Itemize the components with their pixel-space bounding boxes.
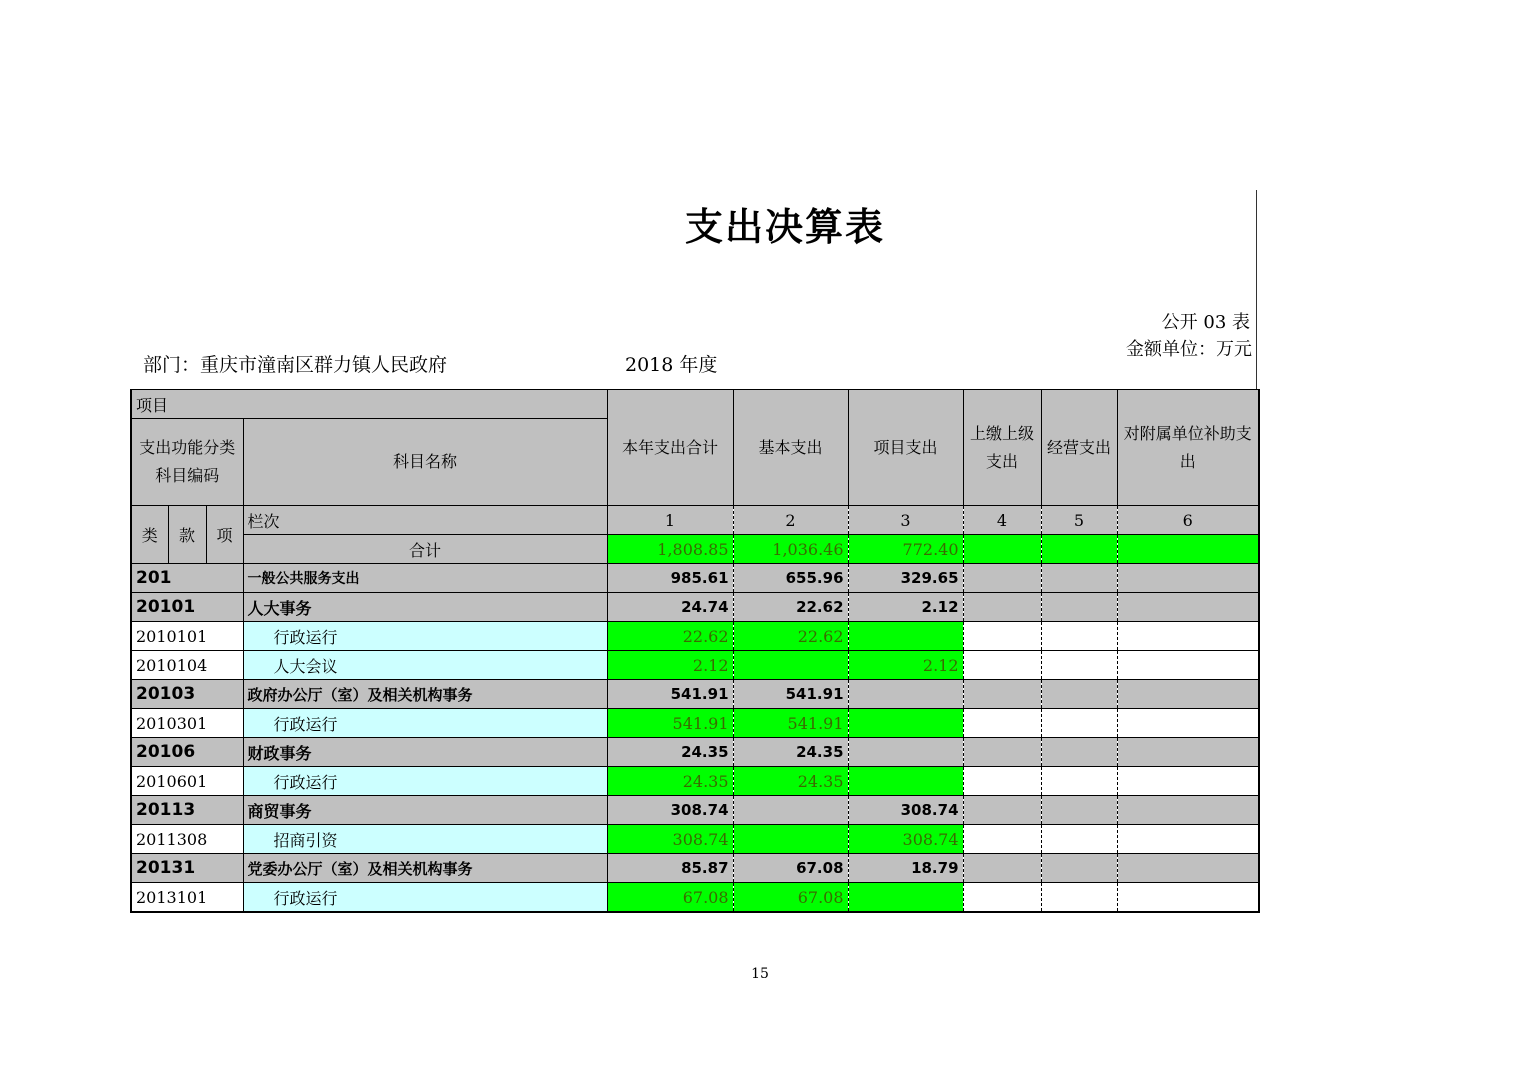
row-basic: 67.08 xyxy=(733,854,848,883)
fiscal-year: 2018 年度 xyxy=(625,354,718,376)
row-name: 人大会议 xyxy=(243,651,607,680)
row-project xyxy=(848,709,963,738)
row-project xyxy=(848,622,963,651)
xiang-header: 项 xyxy=(206,506,243,564)
row-code: 2013101 xyxy=(131,883,243,913)
empty-cell xyxy=(1117,796,1259,825)
kuan-header: 款 xyxy=(168,506,206,564)
page-number: 15 xyxy=(751,966,769,982)
row-code: 20106 xyxy=(131,738,243,767)
row-basic: 541.91 xyxy=(733,680,848,709)
col-basic-header: 基本支出 xyxy=(733,390,848,506)
lei-header: 类 xyxy=(131,506,168,564)
empty-cell xyxy=(1041,593,1117,622)
row-name: 行政运行 xyxy=(243,622,607,651)
col-business-header: 经营支出 xyxy=(1041,390,1117,506)
row-basic: 655.96 xyxy=(733,564,848,593)
row-project xyxy=(848,883,963,913)
row-basic: 24.35 xyxy=(733,767,848,796)
table-row xyxy=(131,796,1259,825)
row-code: 2010104 xyxy=(131,651,243,680)
amount-unit: 金额单位：万元 xyxy=(1126,339,1252,360)
empty-cell xyxy=(1117,709,1259,738)
empty-cell xyxy=(1041,709,1117,738)
empty-cell xyxy=(1117,651,1259,680)
row-name: 商贸事务 xyxy=(243,796,607,825)
row-name: 一般公共服务支出 xyxy=(243,564,607,593)
row-total: 85.87 xyxy=(607,854,733,883)
row-name: 招商引资 xyxy=(243,825,607,854)
row-basic xyxy=(733,796,848,825)
empty-cell xyxy=(1117,883,1259,913)
row-name: 人大事务 xyxy=(243,593,607,622)
empty-cell xyxy=(1041,564,1117,593)
row-code: 2010301 xyxy=(131,709,243,738)
row-basic xyxy=(733,651,848,680)
row-total: 24.35 xyxy=(607,767,733,796)
row-total: 22.62 xyxy=(607,622,733,651)
row-project: 308.74 xyxy=(848,796,963,825)
table-row xyxy=(131,593,1259,622)
total-value: 772.40 xyxy=(848,535,963,564)
table-row xyxy=(131,883,1259,913)
empty-cell xyxy=(1041,622,1117,651)
row-basic: 22.62 xyxy=(733,622,848,651)
empty-cell xyxy=(963,883,1041,913)
row-basic xyxy=(733,825,848,854)
empty-cell xyxy=(1041,883,1117,913)
expenditure-table xyxy=(130,389,1260,913)
table-row xyxy=(131,709,1259,738)
row-code: 2011308 xyxy=(131,825,243,854)
col-number: 2 xyxy=(733,506,848,535)
row-basic: 67.08 xyxy=(733,883,848,913)
department-label: 部门：重庆市潼南区群力镇人民政府 xyxy=(143,354,448,376)
table-row xyxy=(131,622,1259,651)
empty-cell xyxy=(1117,825,1259,854)
empty-cell xyxy=(1117,854,1259,883)
form-id: 公开 03 表 xyxy=(1161,312,1250,333)
row-project: 18.79 xyxy=(848,854,963,883)
project-header: 项目 xyxy=(131,390,607,419)
row-total: 67.08 xyxy=(607,883,733,913)
empty-cell xyxy=(963,593,1041,622)
empty-cell xyxy=(963,796,1041,825)
row-code: 20103 xyxy=(131,680,243,709)
empty-cell xyxy=(1041,680,1117,709)
row-project: 2.12 xyxy=(848,651,963,680)
row-code: 20101 xyxy=(131,593,243,622)
col-subsidy-header: 对附属单位补助支出 xyxy=(1117,390,1259,506)
empty-cell xyxy=(1117,767,1259,796)
empty-cell xyxy=(963,622,1041,651)
col-number: 3 xyxy=(848,506,963,535)
name-header: 科目名称 xyxy=(243,419,607,506)
row-basic: 22.62 xyxy=(733,593,848,622)
row-project: 329.65 xyxy=(848,564,963,593)
row-total: 308.74 xyxy=(607,796,733,825)
row-code: 201 xyxy=(131,564,243,593)
row-project: 308.74 xyxy=(848,825,963,854)
row-code: 20113 xyxy=(131,796,243,825)
empty-cell xyxy=(1117,622,1259,651)
row-name: 政府办公厅（室）及相关机构事务 xyxy=(243,680,607,709)
row-code: 2010601 xyxy=(131,767,243,796)
empty-cell xyxy=(963,825,1041,854)
empty-cell xyxy=(1117,593,1259,622)
row-project xyxy=(848,680,963,709)
row-project xyxy=(848,738,963,767)
col-total-header: 本年支出合计 xyxy=(607,390,733,506)
row-total: 308.74 xyxy=(607,825,733,854)
row-basic: 541.91 xyxy=(733,709,848,738)
empty-cell xyxy=(1117,680,1259,709)
total-value xyxy=(963,535,1041,564)
table-row xyxy=(131,854,1259,883)
row-project xyxy=(848,767,963,796)
row-project: 2.12 xyxy=(848,593,963,622)
code-header: 支出功能分类科目编码 xyxy=(131,419,243,506)
table-row xyxy=(131,738,1259,767)
row-code: 2010101 xyxy=(131,622,243,651)
empty-cell xyxy=(963,854,1041,883)
empty-cell xyxy=(963,680,1041,709)
lanci-label: 栏次 xyxy=(243,506,607,535)
table-row xyxy=(131,564,1259,593)
row-name: 行政运行 xyxy=(243,767,607,796)
total-value xyxy=(1117,535,1259,564)
table-row xyxy=(131,825,1259,854)
row-name: 党委办公厅（室）及相关机构事务 xyxy=(243,854,607,883)
col-number: 1 xyxy=(607,506,733,535)
col-upper-header: 上缴上级支出 xyxy=(963,390,1041,506)
col-number: 4 xyxy=(963,506,1041,535)
row-name: 行政运行 xyxy=(243,883,607,913)
empty-cell xyxy=(1041,738,1117,767)
row-code: 20131 xyxy=(131,854,243,883)
col-number: 5 xyxy=(1041,506,1117,535)
row-total: 985.61 xyxy=(607,564,733,593)
empty-cell xyxy=(1117,738,1259,767)
col-project-header: 项目支出 xyxy=(848,390,963,506)
empty-cell xyxy=(963,651,1041,680)
row-name: 行政运行 xyxy=(243,709,607,738)
empty-cell xyxy=(963,767,1041,796)
empty-cell xyxy=(1041,825,1117,854)
row-total: 24.74 xyxy=(607,593,733,622)
row-total: 2.12 xyxy=(607,651,733,680)
page-title: 支出决算表 xyxy=(684,205,885,249)
row-name: 财政事务 xyxy=(243,738,607,767)
total-value xyxy=(1041,535,1117,564)
table-row xyxy=(131,651,1259,680)
margin-line xyxy=(1256,190,1257,390)
empty-cell xyxy=(1041,854,1117,883)
col-number: 6 xyxy=(1117,506,1259,535)
table-row xyxy=(131,680,1259,709)
empty-cell xyxy=(963,709,1041,738)
empty-cell xyxy=(1041,796,1117,825)
empty-cell xyxy=(963,564,1041,593)
empty-cell xyxy=(1041,651,1117,680)
empty-cell xyxy=(1041,767,1117,796)
table-row xyxy=(131,767,1259,796)
total-value: 1,036.46 xyxy=(733,535,848,564)
row-basic: 24.35 xyxy=(733,738,848,767)
total-value: 1,808.85 xyxy=(607,535,733,564)
empty-cell xyxy=(963,738,1041,767)
row-total: 541.91 xyxy=(607,680,733,709)
row-total: 24.35 xyxy=(607,738,733,767)
row-total: 541.91 xyxy=(607,709,733,738)
total-label: 合计 xyxy=(243,535,607,564)
empty-cell xyxy=(1117,564,1259,593)
